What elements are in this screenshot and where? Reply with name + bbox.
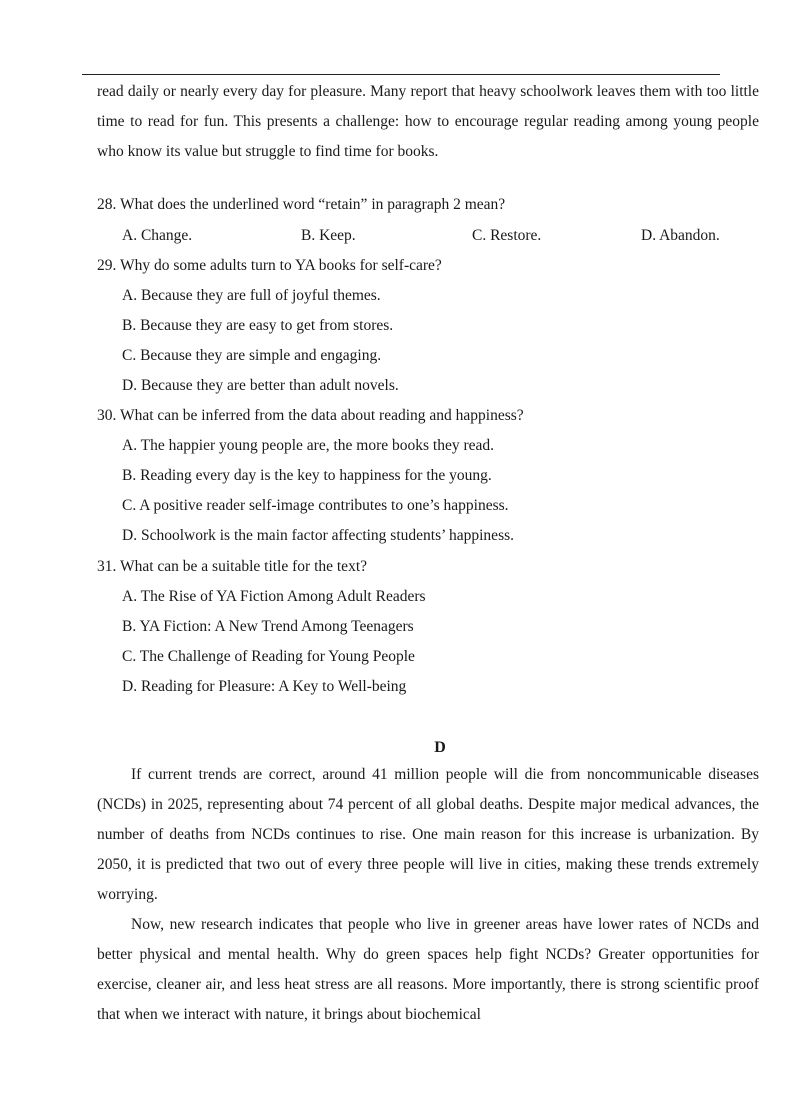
question-31-option-b[interactable]: B. YA Fiction: A New Trend Among Teenagers [122, 618, 414, 635]
passage-c-closing-paragraph: read daily or nearly every day for pleasure. Many report that heavy schoolwork leaves them with too little time to read for fun. This presents a challenge: how to encourage regular reading among young people who know its value but struggle to find time for books. [97, 83, 759, 160]
question-30-option-c[interactable]: C. A positive reader self-image contributes to one’s happiness. [122, 497, 509, 514]
question-29-stem: 29. Why do some adults turn to YA books for self-care? [97, 257, 442, 274]
question-31-option-c[interactable]: C. The Challenge of Reading for Young People [122, 648, 415, 665]
question-28-options [122, 226, 762, 246]
question-28-option-b[interactable]: B. Keep. [301, 227, 356, 244]
top-divider [82, 74, 720, 75]
question-29-option-a[interactable]: A. Because they are full of joyful themes. [122, 287, 381, 304]
question-29-option-b[interactable]: B. Because they are easy to get from stores. [122, 317, 394, 334]
question-31-stem: 31. What can be a suitable title for the text? [97, 558, 368, 575]
question-28-stem: 28. What does the underlined word “retain” in paragraph 2 mean? [97, 196, 506, 213]
section-d-paragraph-1: If current trends are correct, around 41 million people will die from noncommunicable diseases (NCDs) in 2025, representing about 74 percent of all global deaths. Despite major medical advances, the number of deaths from NCDs continues to rise. One main reason for this increase is urbanization. By 2050, it is predicted that two out of every three people will live in cities, making these trends extremely worrying. [97, 766, 759, 903]
question-28-option-c[interactable]: C. Restore. [472, 227, 542, 244]
question-30-option-b[interactable]: B. Reading every day is the key to happiness for the young. [122, 467, 492, 484]
question-31-option-a[interactable]: A. The Rise of YA Fiction Among Adult Readers [122, 588, 426, 605]
question-30-option-d[interactable]: D. Schoolwork is the main factor affecting students’ happiness. [122, 527, 515, 544]
question-29-option-d[interactable]: D. Because they are better than adult novels. [122, 377, 399, 394]
section-d-heading: D [434, 739, 446, 756]
question-31-option-d[interactable]: D. Reading for Pleasure: A Key to Well-being [122, 678, 407, 695]
question-29-option-c[interactable]: C. Because they are simple and engaging. [122, 347, 382, 364]
question-28-option-d[interactable]: D. Abandon. [641, 227, 720, 244]
section-d-paragraph-2: Now, new research indicates that people who live in greener areas have lower rates of NCDs and better physical and mental health. Why do green spaces help fight NCDs? Greater opportunities for exercise, cleaner air, and less heat stress are all reasons. More importantly, there is strong scientific proof that when we interact with nature, it brings about biochemical [97, 916, 759, 1023]
question-30-stem: 30. What can be inferred from the data about reading and happiness? [97, 407, 524, 424]
question-30-option-a[interactable]: A. The happier young people are, the more books they read. [122, 437, 495, 454]
question-28-option-a[interactable]: A. Change. [122, 227, 193, 244]
